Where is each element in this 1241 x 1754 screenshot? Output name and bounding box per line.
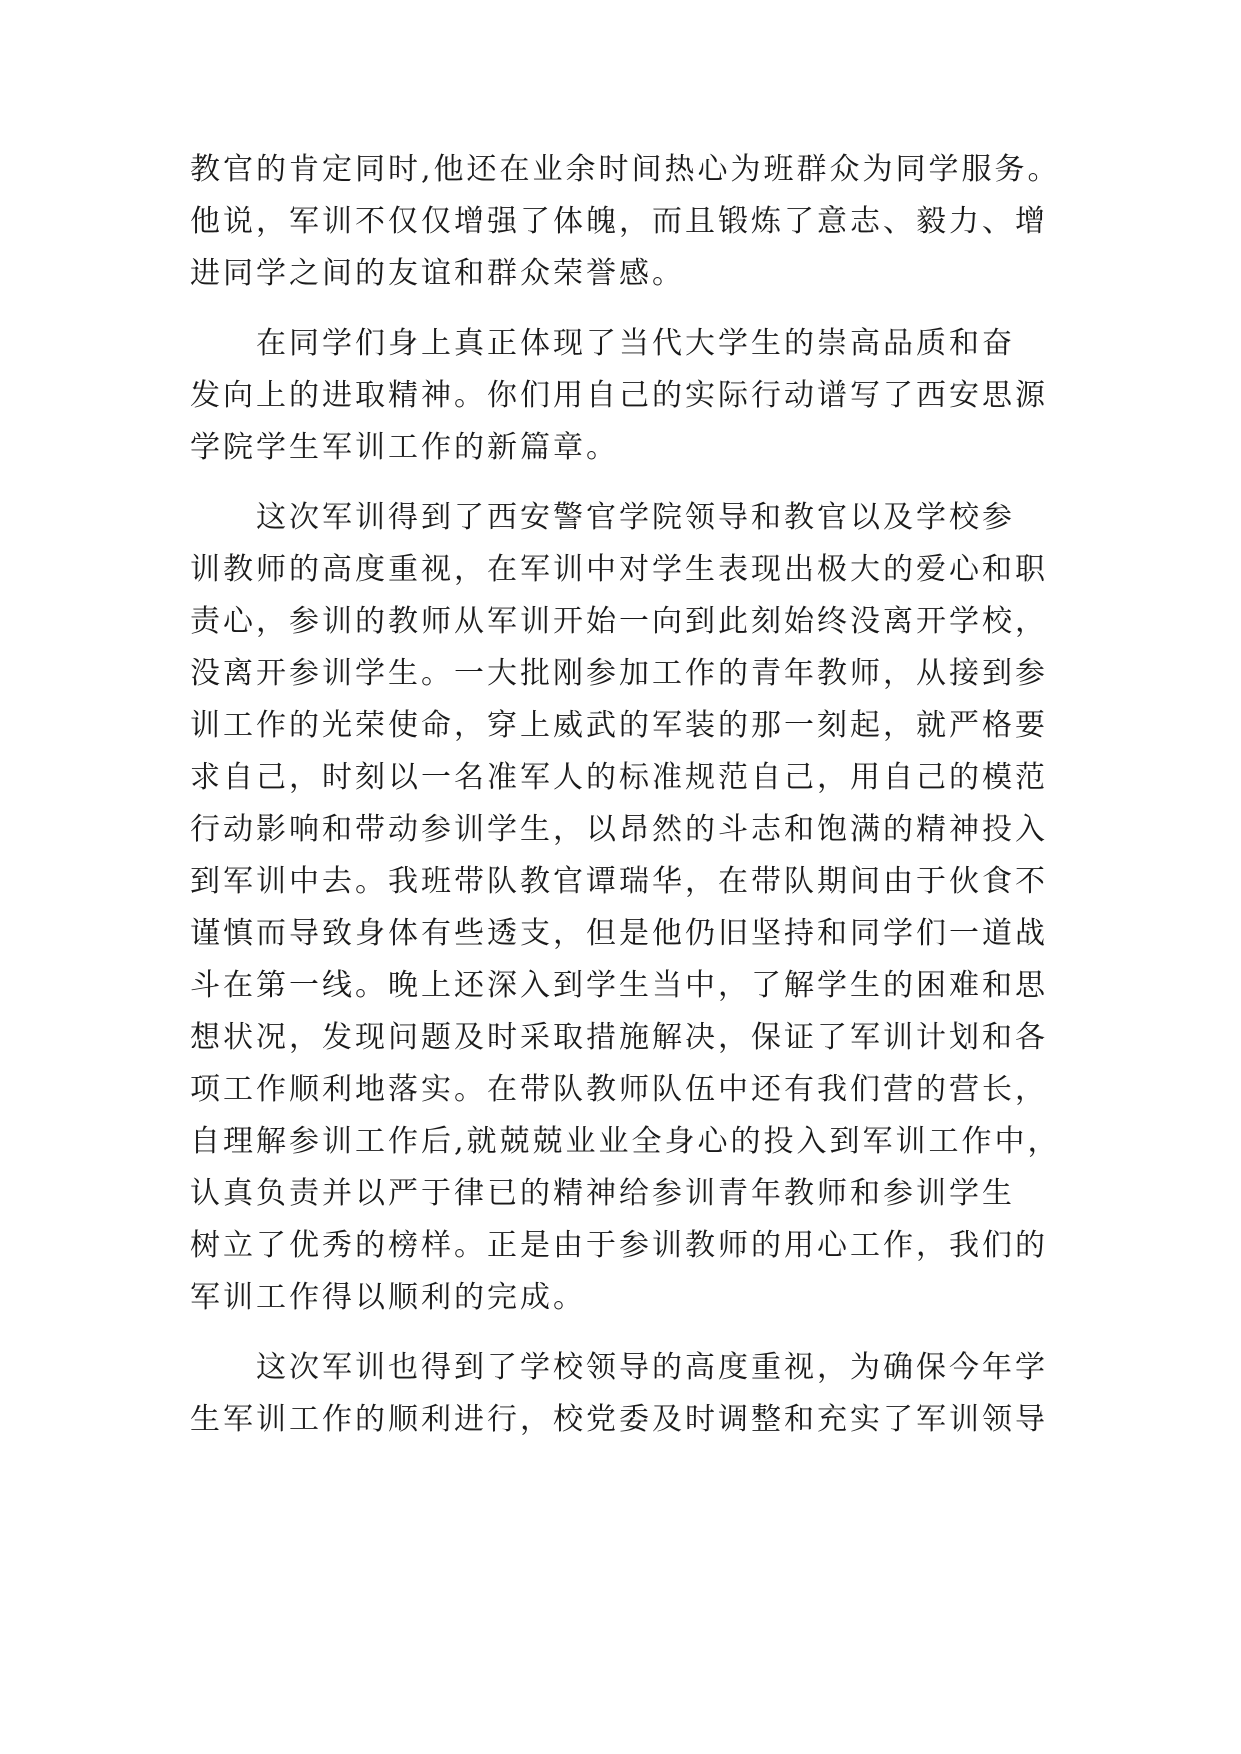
text-line: 学院学生军训工作的新篇章。	[190, 430, 619, 465]
text-line: 教官的肯定同时,他还在业余时间热心为班群众为同学服务。	[190, 152, 1061, 187]
text-line: 自理解参训工作后,就兢兢业业全身心的投入到军训工作中，	[190, 1124, 1061, 1159]
text-line: 项工作顺利地落实。在带队教师队伍中还有我们营的营长，	[190, 1072, 1048, 1107]
text-line: 训工作的光荣使命，穿上威武的军装的那一刻起，就严格要	[190, 708, 1048, 743]
text-line: 他说，军训不仅仅增强了体魄，而且锻炼了意志、毅力、增	[190, 204, 1048, 239]
text-line: 军训工作得以顺利的完成。	[190, 1280, 586, 1315]
text-line: 想状况，发现问题及时采取措施解决，保证了军训计划和各	[190, 1020, 1048, 1055]
text-line: 树立了优秀的榜样。正是由于参训教师的用心工作，我们的	[190, 1228, 1048, 1263]
text-line: 谨慎而导致身体有些透支，但是他仍旧坚持和同学们一道战	[190, 916, 1048, 951]
text-line: 这次军训得到了西安警官学院领导和教官以及学校参	[190, 500, 1015, 535]
text-line: 进同学之间的友谊和群众荣誉感。	[190, 256, 685, 291]
text-line: 责心，参训的教师从军训开始一向到此刻始终没离开学校，	[190, 604, 1048, 639]
text-line: 没离开参训学生。一大批刚参加工作的青年教师，从接到参	[190, 656, 1048, 691]
text-line: 斗在第一线。晚上还深入到学生当中，了解学生的困难和思	[190, 968, 1048, 1003]
text-line: 行动影响和带动参训学生，以昂然的斗志和饱满的精神投入	[190, 812, 1048, 847]
text-line: 生军训工作的顺利进行，校党委及时调整和充实了军训领导	[190, 1402, 1048, 1437]
text-line: 发向上的进取精神。你们用自己的实际行动谱写了西安思源	[190, 378, 1048, 413]
text-line: 训教师的高度重视，在军训中对学生表现出极大的爱心和职	[190, 552, 1048, 587]
text-line: 到军训中去。我班带队教官谭瑞华，在带队期间由于伙食不	[190, 864, 1048, 899]
text-line: 在同学们身上真正体现了当代大学生的崇高品质和奋	[190, 326, 1015, 361]
text-line: 认真负责并以严于律已的精神给参训青年教师和参训学生	[190, 1176, 1015, 1211]
text-line: 这次军训也得到了学校领导的高度重视，为确保今年学	[190, 1350, 1048, 1385]
text-line: 求自己，时刻以一名准军人的标准规范自己，用自己的模范	[190, 760, 1048, 795]
